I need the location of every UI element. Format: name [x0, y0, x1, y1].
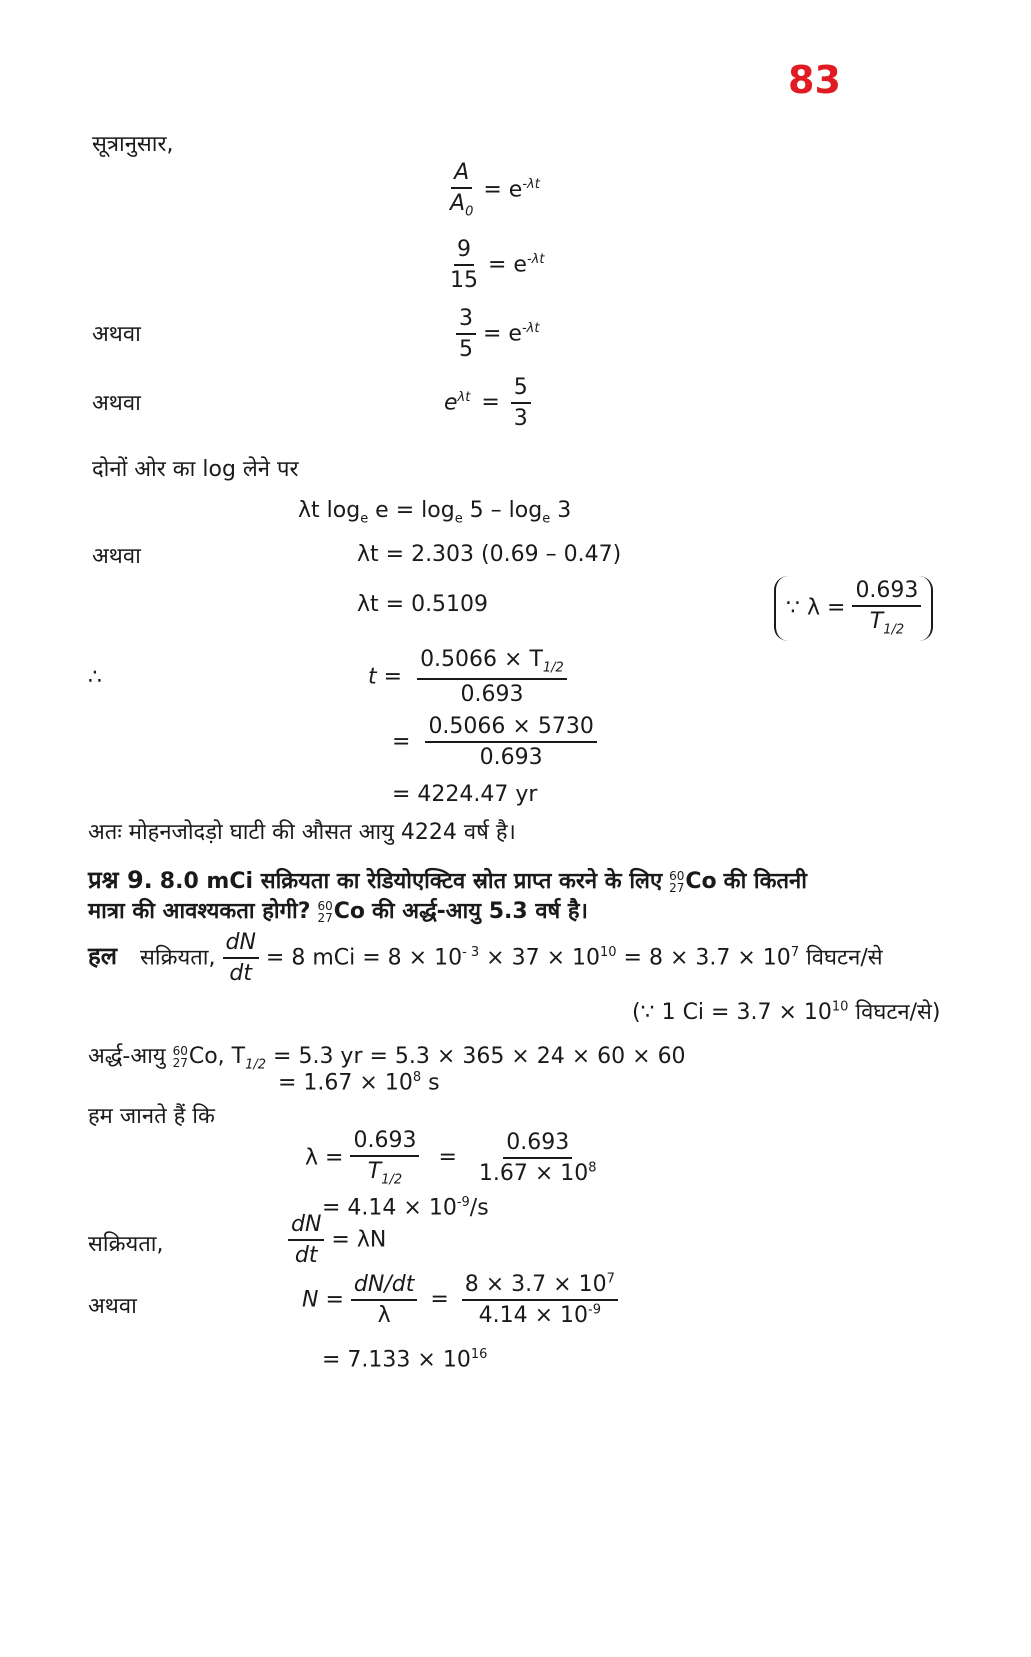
solution-label: हल: [88, 942, 118, 971]
equation-7: λt = 0.5109: [357, 592, 489, 617]
solution-line-1: हल सक्रियता, $\frac{dN}{dt}$ = 8 mCi = $8 \times 10^{- 3} \times 37 \times 10^{10} = 8 \times 3.7 \times 10^7$ विघटन/से: [88, 930, 883, 987]
therefore-symbol: ∴: [88, 665, 102, 690]
athva-label-4: अथवा: [88, 1294, 137, 1319]
halflife-line-1: अर्द्ध-आयु 60 27 Co, $T_{1/2} = 5.3$ yr = 5.3 × 365 × 24 × 60 × 60: [88, 1044, 686, 1073]
equation-6: λt = 2.303 (0.69 – 0.47): [357, 542, 622, 567]
activity-equation: $\frac{dN}{dt}$ = λN: [288, 1212, 386, 1269]
side-note-lambda: ∵ λ = $\frac{0.693}{T_{1/2}}$: [774, 576, 933, 641]
n-value: = $7.133 \times 10^{16}$: [322, 1347, 488, 1373]
athva-label-3: अथवा: [92, 544, 141, 569]
eq3-rhs: = e: [483, 321, 522, 347]
halflife-line-2: = $1.67 \times 10^8$ s: [278, 1070, 440, 1096]
lambda-value: = $4.14 \times 10^{-9}/s$: [322, 1195, 489, 1221]
question-label: प्रश्न 9.: [88, 866, 153, 894]
eq1-numerator: A: [451, 160, 472, 189]
question-9-line2: मात्रा की आवश्यकता होगी? 60 27 Co की अर्द्ध-आयु 5.3 वर्ष है।: [88, 899, 588, 925]
eq2-rhs: = e: [488, 252, 527, 278]
eq3-denominator: 5: [459, 337, 473, 363]
eq4-denominator: 3: [513, 406, 528, 432]
equation-10: = 4224.47 yr: [392, 782, 538, 807]
equation-2: $\frac{9}{15}$ = $e^{-\lambda t}$: [447, 237, 544, 294]
lambda-equation: λ = $\frac{0.693}{T_{1/2}}$ = $\frac{0.693}{1.67 \times 10^8}$: [305, 1128, 597, 1188]
equation-5: λt $\log_e e = \log_e 5 - \log_e 3$: [298, 498, 572, 527]
log-text: दोनों ओर का log लेने पर: [92, 457, 299, 482]
ci-note: (∵ 1 $Ci = 3.7 \times 10^{10}$ विघटन/से): [632, 999, 941, 1025]
conclusion-text: अतः मोहनजोदड़ो घाटी की औसत आयु 4224 वर्ष है।: [88, 820, 516, 845]
equation-1: $\frac{A}{A_0}$ = $e^{-\lambda t}$: [450, 160, 540, 220]
n-equation: N = $\frac{dN/dt}{\lambda}$ = $\frac{8 \times 3.7 \times 10^7}{4.14 \times 10^{-9}}$: [302, 1272, 618, 1329]
question-9: प्रश्न 9. 8.0 mCi सक्रियता का रेडियोएक्टिव स्रोत प्राप्त करने के लिए 60 27 Co की कितनी: [88, 866, 807, 895]
know-text: हम जानते हैं कि: [88, 1104, 215, 1129]
page-number: 83: [788, 58, 841, 102]
intro-label: सूत्रानुसार,: [92, 132, 174, 157]
equation-9: = $\frac{0.5066 \times 5730}{0.693}$: [392, 714, 597, 771]
equation-3: $\frac{3}{5}$ = $e^{-\lambda t}$: [456, 306, 539, 363]
equation-8: t = $\frac{0.5066 \times T_{1/2}}{0.693}$: [368, 647, 567, 708]
eq2-numerator: 9: [454, 237, 474, 266]
eq4-numerator: 5: [511, 375, 531, 404]
eq2-denominator: 15: [450, 268, 478, 294]
eq3-numerator: 3: [456, 306, 476, 335]
activity-label-2: सक्रियता,: [88, 1232, 164, 1257]
athva-label-1: अथवा: [92, 322, 141, 347]
eq1-rhs: = e: [483, 177, 523, 203]
athva-label-2: अथवा: [92, 391, 141, 416]
equation-4: $e^{\lambda t}$ = $\frac{5}{3}$: [444, 375, 531, 432]
